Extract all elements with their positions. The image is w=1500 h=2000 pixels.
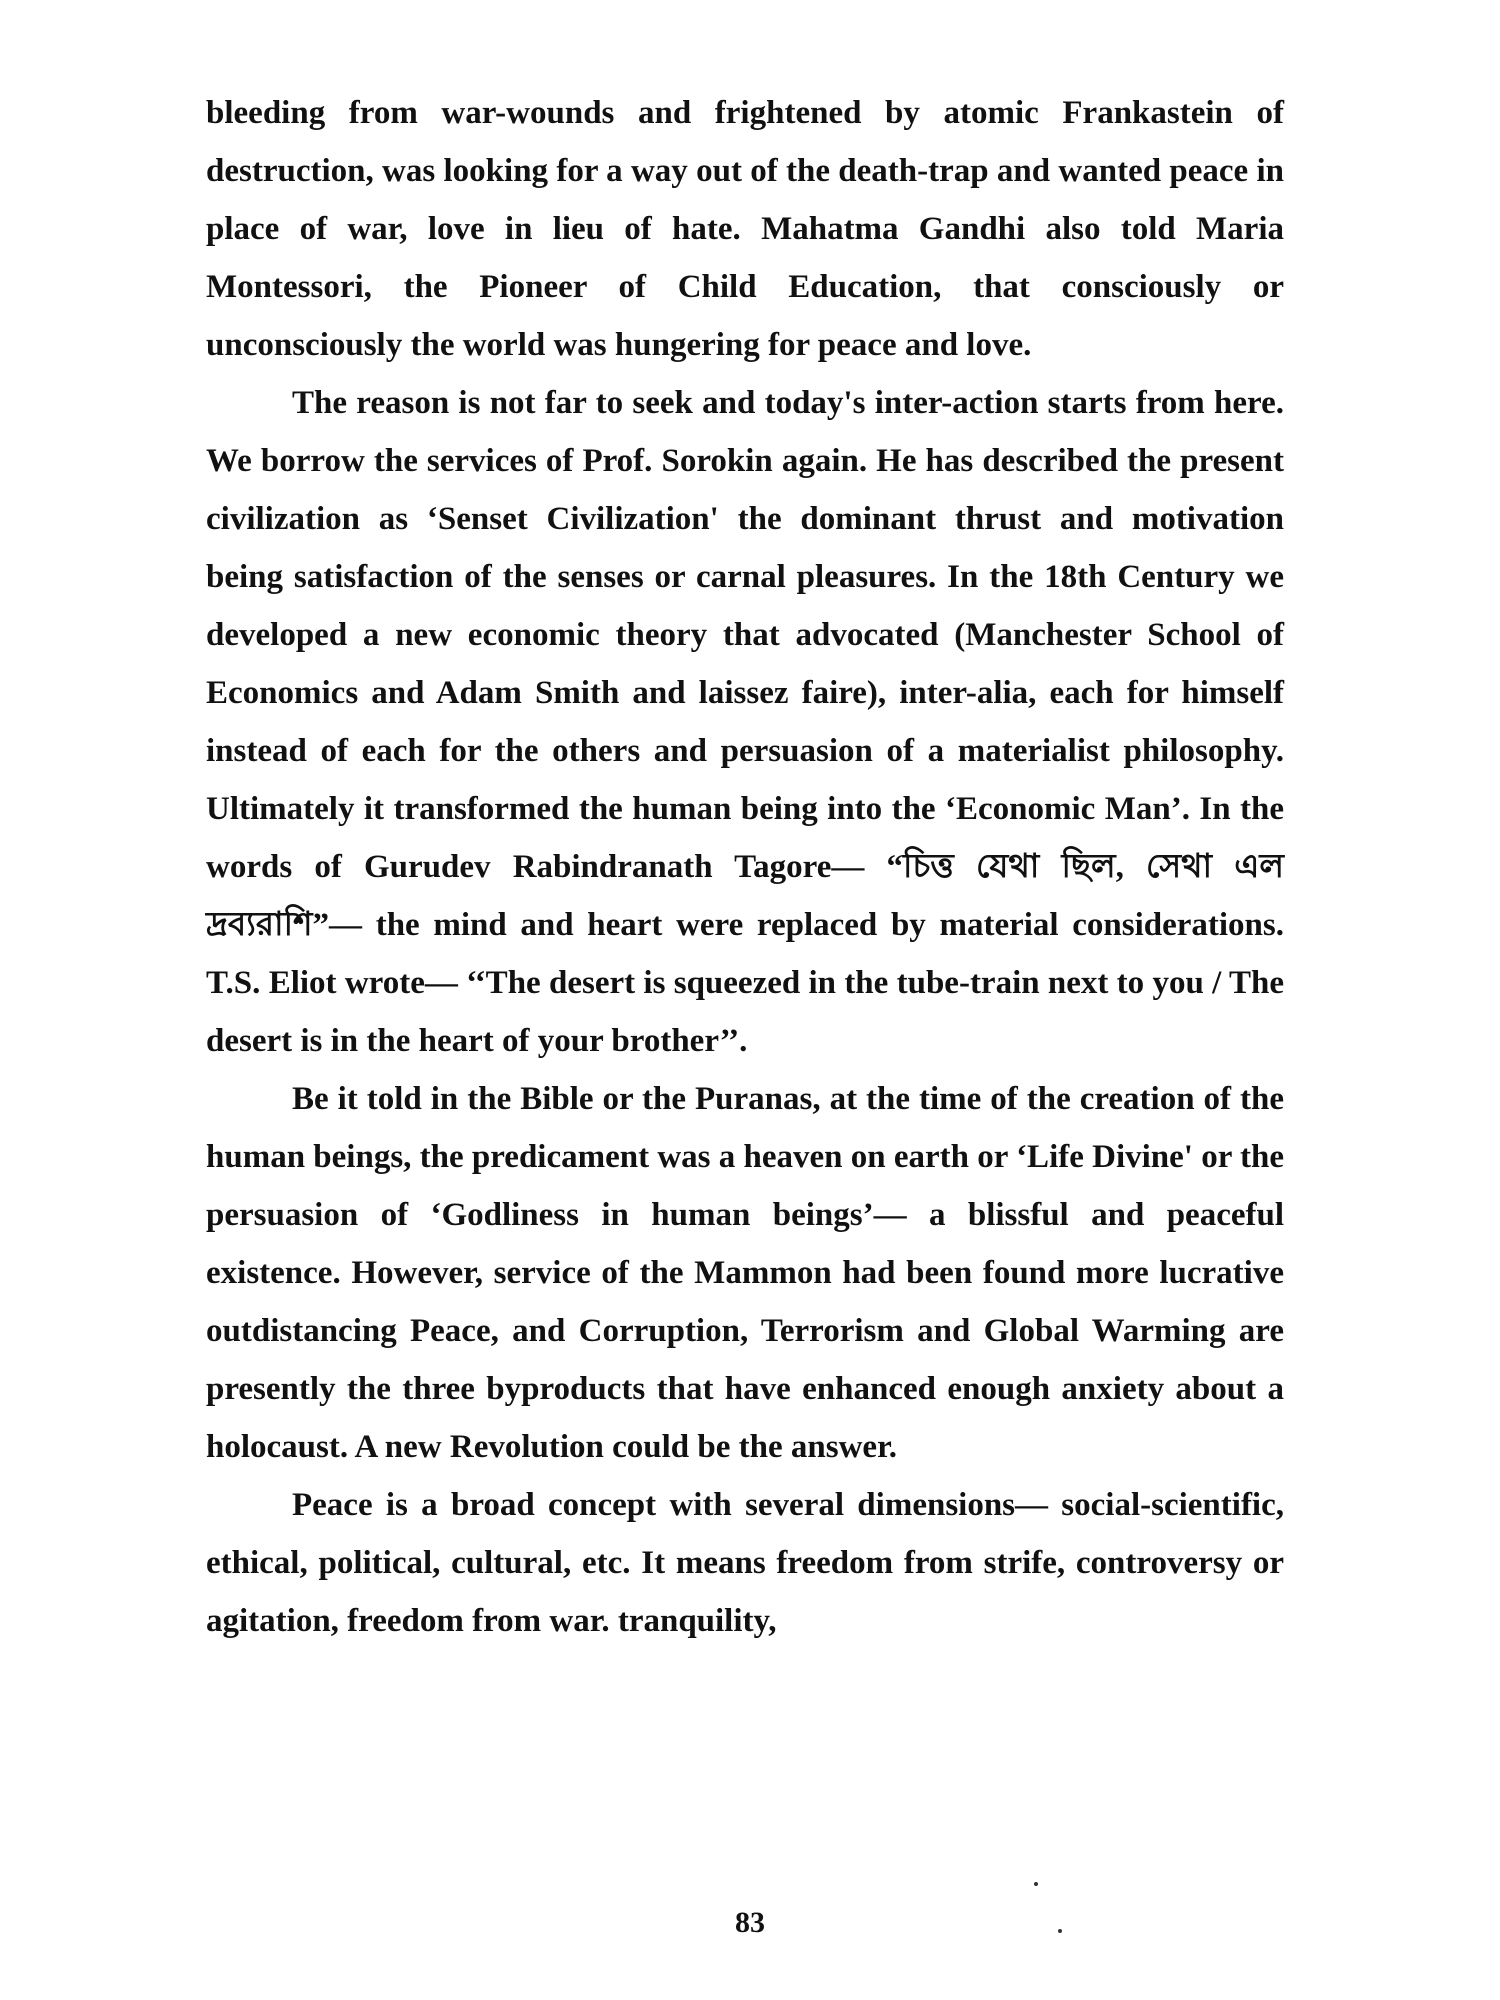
paragraph-bible-puranas: Be it told in the Bible or the Puranas, at the time of the creation of the human beings, the predicament was a heaven on earth or ‘Life Divine' or the persuasion of ‘Godliness in human beings’— a blissful and peaceful existence. However, service of the Mammon had been found more lucrative outdistancing Peace, and Corruption, Terrorism and Global Warming are presently the three byproducts that have enhanced enough anxiety about a holocaust. A new Revolution could be the answer. xyxy=(206,1081,1284,1465)
body-text xyxy=(206,84,1284,1650)
paragraph-peace-concept: Peace is a broad concept with several dimensions— social-scientific, ethical, political, cultural, etc. It means freedom from strife, controversy or agitation, freedom from war. tranquility, xyxy=(206,1487,1284,1639)
page-number: 83 xyxy=(735,1906,765,1939)
print-speck xyxy=(1034,1882,1038,1886)
paragraph-continuation: bleeding from war-wounds and frightened by atomic Frankastein of destruction, was looking for a way out of the death-trap and wanted peace in place of war, love in lieu of hate. Mahatma Gandhi also told Maria Montessori, the Pioneer of Child Education, that consciously or unconsciously the world was hungering for peace and love. xyxy=(206,95,1284,363)
paragraph-sorokin: The reason is not far to seek and today's inter-action starts from here. We borrow the services of Prof. Sorokin again. He has described the present civilization as ‘Senset Civilization' the dominant thrust and motivation being satisfaction of the senses or carnal pleasures. In the 18th Century we developed a new economic theory that advocated (Manchester School of Economics and Adam Smith and laissez faire), inter-alia, each for himself instead of each for the others and persuasion of a materialist philosophy. Ultimately it transformed the human being into the ‘Economic Man’. In the words of Gurudev Rabindranath Tagore— “চিত্ত যেথা ছিল, সেথা এল দ্রব্যরাশি”— the mind and heart were replaced by material considerations. T.S. Eliot wrote— ‘‘The desert is squeezed in the tube-train next to you / The desert is in the heart of your brother’’. xyxy=(206,385,1284,1059)
